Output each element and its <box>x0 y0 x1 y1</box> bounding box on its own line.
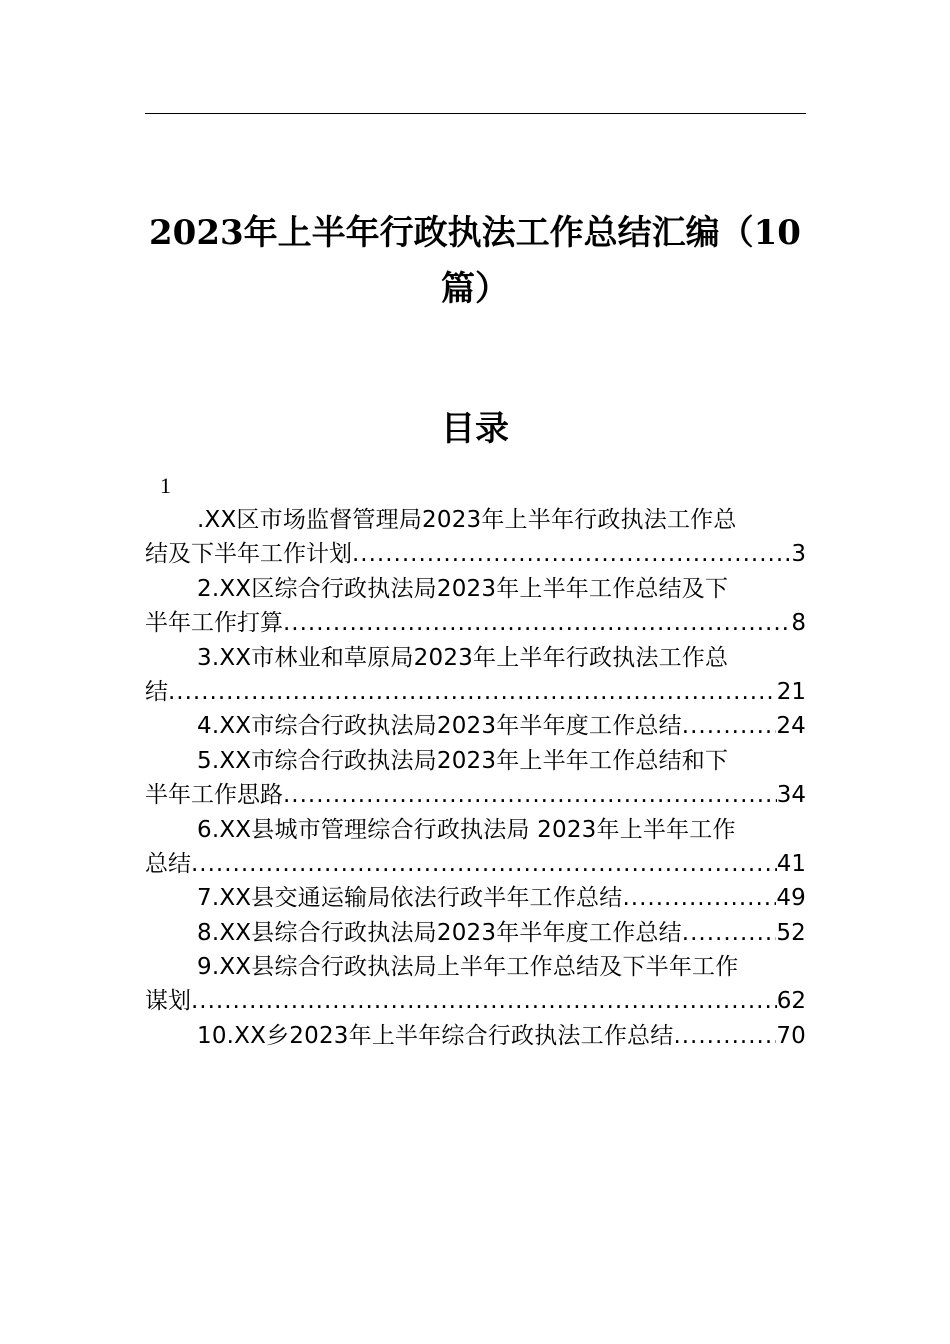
toc-entry-title-continued: 半年工作思路 <box>145 782 283 809</box>
toc-page-number: 24 <box>776 713 806 740</box>
toc-entry-line <box>145 709 806 743</box>
toc-entry-line <box>145 537 806 571</box>
toc-entry-line <box>145 503 806 537</box>
toc-page-number: 41 <box>776 850 806 877</box>
toc-entry-title-continued: 总结 <box>145 850 191 877</box>
toc-entry-line <box>145 984 806 1018</box>
toc-dot-leader <box>191 847 777 881</box>
toc-entry-title: 6.XX县城市管理综合行政执法局 2023年上半年工作 <box>197 816 736 843</box>
toc-dot-leader <box>682 916 777 950</box>
toc-page-number: 49 <box>776 885 806 912</box>
toc-entry-title: .XX区市场监督管理局2023年上半年行政执法工作总 <box>197 507 737 533</box>
toc-entry[interactable] <box>145 881 806 915</box>
toc-dot-leader <box>622 881 776 915</box>
toc-entry[interactable] <box>145 950 806 1019</box>
toc-entry-title-continued: 半年工作打算 <box>145 610 283 637</box>
document-title-line-1: 2023年上半年行政执法工作总结汇编（10 <box>149 213 801 253</box>
toc-dot-leader <box>191 984 777 1018</box>
toc-dot-leader <box>673 1019 776 1053</box>
toc-entry-line <box>145 950 806 984</box>
toc-entry-title: 7.XX县交通运输局依法行政半年工作总结 <box>197 885 623 912</box>
toc-entry[interactable] <box>145 709 806 743</box>
toc-page-number: 3 <box>791 541 806 568</box>
toc-entry-line <box>145 572 806 606</box>
toc-entry[interactable] <box>145 503 806 572</box>
table-of-contents <box>145 503 806 1053</box>
toc-dot-leader <box>283 606 791 640</box>
stray-number: 1 <box>160 473 171 498</box>
toc-dot-leader <box>352 537 791 571</box>
toc-entry-title: 3.XX市林业和草原局2023年上半年行政执法工作总 <box>197 644 729 671</box>
toc-entry-line <box>145 847 806 881</box>
toc-page-number: 70 <box>776 1022 806 1049</box>
toc-entry[interactable] <box>145 572 806 641</box>
toc-page-number: 21 <box>776 678 806 705</box>
toc-entry-title-continued: 结及下半年工作计划 <box>145 541 352 568</box>
toc-page-number: 34 <box>776 782 806 809</box>
toc-entry-line <box>145 881 806 915</box>
toc-entry-title: 9.XX县综合行政执法局上半年工作总结及下半年工作 <box>197 954 739 981</box>
toc-entry-line <box>145 1019 806 1053</box>
toc-entry[interactable] <box>145 916 806 950</box>
toc-entry-line <box>145 744 806 778</box>
toc-entry-title: 2.XX区综合行政执法局2023年上半年工作总结及下 <box>197 575 729 602</box>
toc-entry-title: 5.XX市综合行政执法局2023年上半年工作总结和下 <box>197 747 729 774</box>
toc-entry-line <box>145 778 806 812</box>
header-rule <box>145 113 806 114</box>
toc-entry-line <box>145 916 806 950</box>
toc-dot-leader <box>168 675 777 709</box>
toc-entry-title-continued: 结 <box>145 678 168 705</box>
toc-entry-title: 8.XX县综合行政执法局2023年半年度工作总结 <box>197 919 682 946</box>
toc-entry-line <box>145 675 806 709</box>
toc-page-number: 62 <box>776 988 806 1015</box>
toc-dot-leader <box>283 778 777 812</box>
document-title-line-2: 篇） <box>441 269 509 309</box>
toc-heading: 目录 <box>441 409 509 449</box>
toc-entry-line <box>145 606 806 640</box>
toc-dot-leader <box>682 709 777 743</box>
document-title <box>140 205 810 317</box>
toc-entry[interactable] <box>145 1019 806 1053</box>
toc-page-number: 8 <box>791 610 806 637</box>
toc-entry-title: 4.XX市综合行政执法局2023年半年度工作总结 <box>197 713 682 740</box>
toc-entry-line <box>145 641 806 675</box>
toc-entry-title-continued: 谋划 <box>145 988 191 1015</box>
toc-entry[interactable] <box>145 813 806 882</box>
toc-entry-line <box>145 813 806 847</box>
toc-entry-title: 10.XX乡2023年上半年综合行政执法工作总结 <box>197 1022 674 1049</box>
toc-page-number: 52 <box>776 919 806 946</box>
toc-entry[interactable] <box>145 641 806 710</box>
toc-entry[interactable] <box>145 744 806 813</box>
